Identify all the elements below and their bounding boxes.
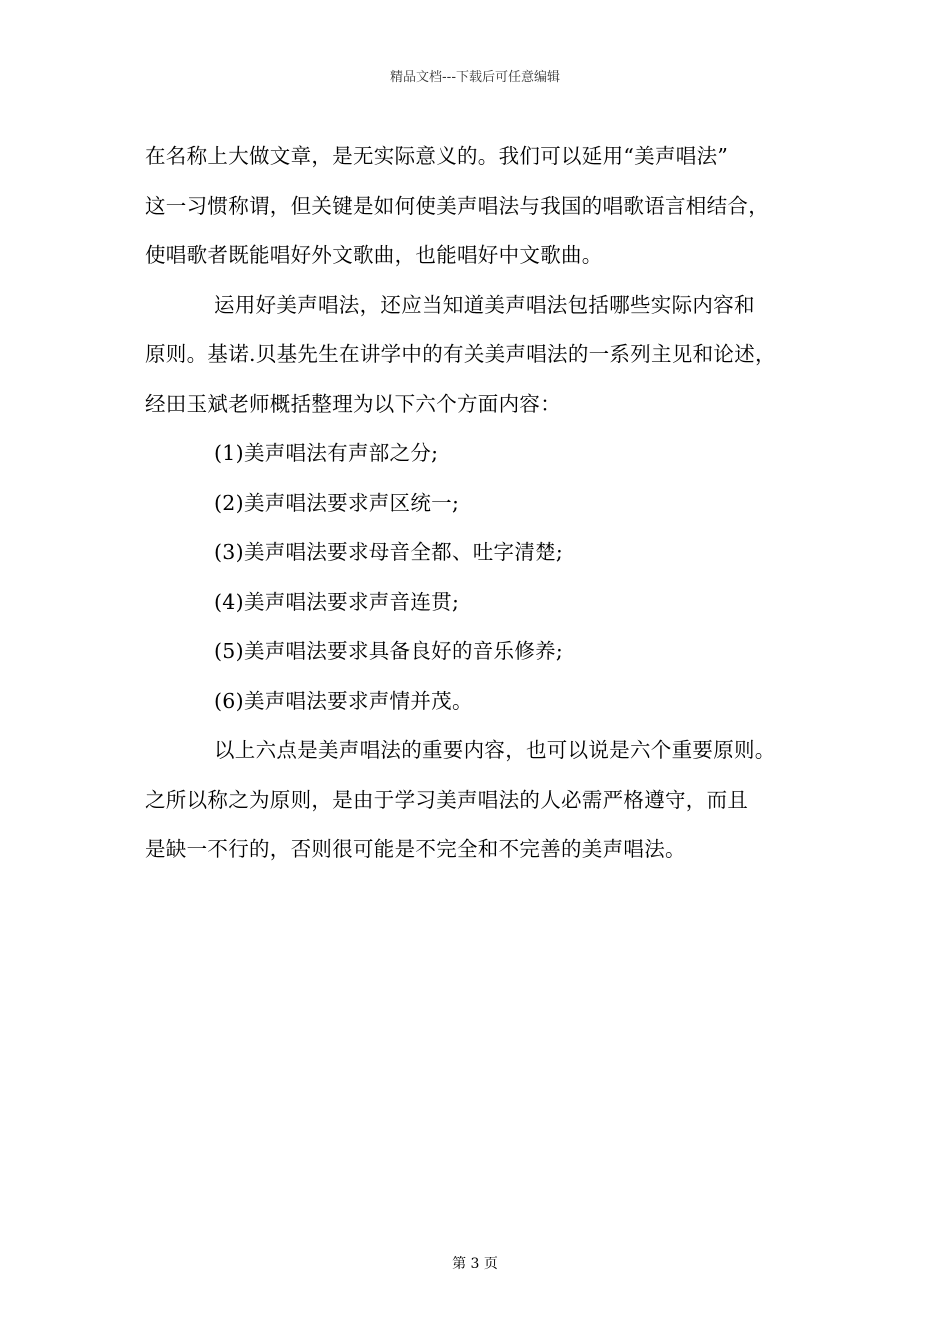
paragraph-3-line-3: 是缺一不行的，否则很可能是不完全和不完善的美声唱法。 — [145, 837, 686, 861]
page-number: 第 3 页 — [452, 1256, 498, 1272]
list-item-1: (1)美声唱法有声部之分; — [214, 441, 439, 465]
paragraph-3-line-1: 以上六点是美声唱法的重要内容，也可以说是六个重要原则。 — [214, 738, 776, 762]
paragraph-2-line-2: 原则。基诺.贝基先生在讲学中的有关美声唱法的一系列主见和论述， — [145, 342, 776, 366]
list-item-6: (6)美声唱法要求声情并茂。 — [214, 688, 473, 713]
list-item-3: (3)美声唱法要求母音全都、吐字清楚; — [214, 540, 564, 564]
page-header: 精品文档---下载后可任意编辑 — [389, 70, 561, 85]
paragraph-1-line-3: 使唱歌者既能唱好外文歌曲，也能唱好中文歌曲。 — [145, 243, 603, 267]
paragraph-1-line-2: 这一习惯称谓，但关键是如何使美声唱法与我国的唱歌语言相结合， — [145, 193, 769, 218]
paragraph-3-line-2: 之所以称之为原则，是由于学习美声唱法的人必需严格遵守，而且 — [145, 787, 749, 812]
list-item-5: (5)美声唱法要求具备良好的音乐修养; — [214, 639, 564, 663]
paragraph-2-line-1: 运用好美声唱法，还应当知道美声唱法包括哪些实际内容和 — [214, 292, 755, 317]
document-body — [145, 132, 835, 875]
paragraph-2-line-3: 经田玉斌老师概括整理为以下六个方面内容： — [145, 391, 561, 416]
list-item-4: (4)美声唱法要求声音连贯; — [214, 589, 460, 614]
paragraph-1-line-1: 在名称上大做文章，是无实际意义的。我们可以延用“美声唱法” — [145, 144, 729, 168]
list-item-2: (2)美声唱法要求声区统一; — [214, 490, 460, 515]
